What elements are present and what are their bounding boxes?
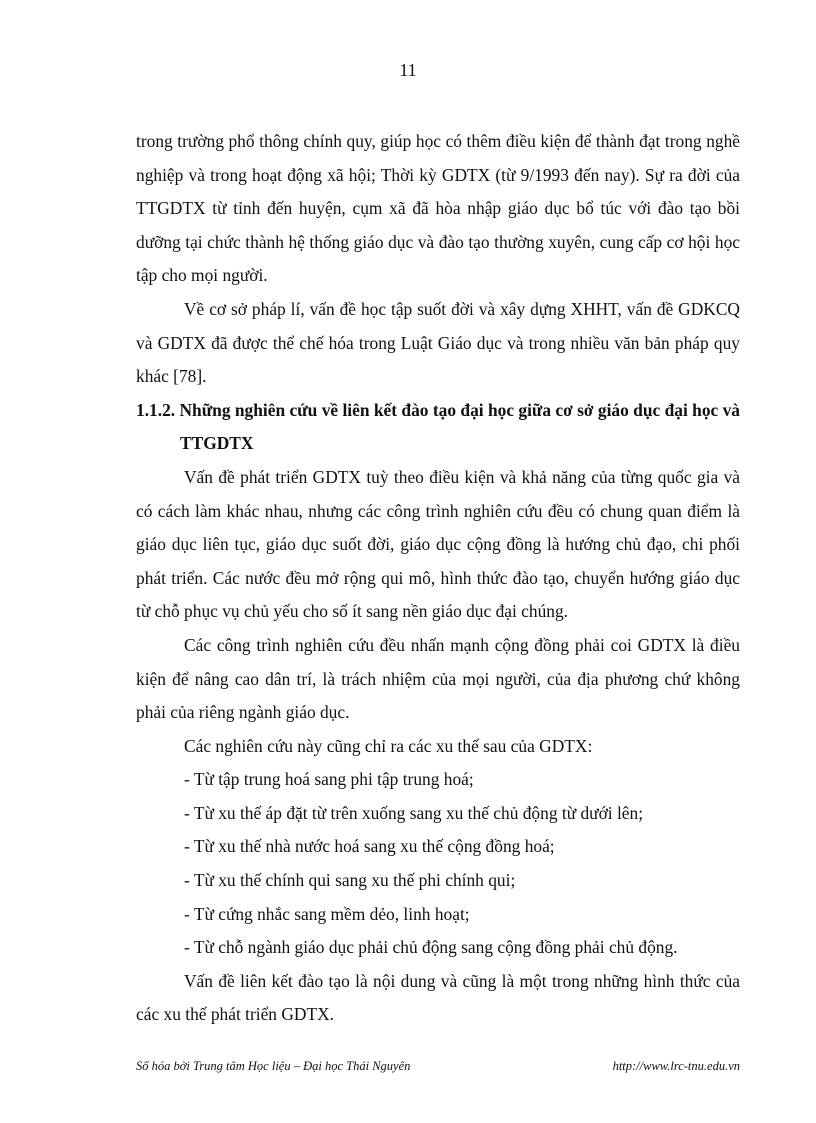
- paragraph-5: Các nghiên cứu này cũng chỉ ra các xu thế sau của GDTX:: [184, 735, 593, 756]
- list-item: - Từ xu thế nhà nước hoá sang xu thế cộng đồng hoá;: [184, 836, 555, 857]
- page-footer: [136, 1059, 740, 1074]
- paragraph-6: Vấn đề liên kết đào tạo là nội dung và cũng là một trong những hình thức của các xu thế phát triển GDTX.: [136, 970, 740, 1025]
- list-item: - Từ xu thế áp đặt từ trên xuống sang xu thế chủ động từ dưới lên;: [184, 802, 644, 823]
- paragraph-2: Về cơ sở pháp lí, vấn đề học tập suốt đời và xây dựng XHHT, vấn đề GDKCQ và GDTX đã được thể chế hóa trong Luật Giáo dục và trong nhiều văn bản pháp quy khác [78].: [136, 298, 740, 387]
- list-item: - Từ xu thế chính qui sang xu thế phi chính qui;: [184, 870, 516, 891]
- paragraph-3: Vấn đề phát triển GDTX tuỳ theo điều kiện và khả năng của từng quốc gia và có cách làm khác nhau, nhưng các công trình nghiên cứu đều có chung quan điểm là giáo dục liên tục, giáo dục suốt đời, giáo dục cộng đồng là hướng chủ đạo, chi phối phát triển. Các nước đều mở rộng qui mô, hình thức đào tạo, chuyển hướng giáo dục từ chỗ phục vụ chủ yếu cho số ít sang nền giáo dục đại chúng.: [136, 466, 740, 622]
- paragraph-4: Các công trình nghiên cứu đều nhấn mạnh cộng đồng phải coi GDTX là điều kiện để nâng cao dân trí, là trách nhiệm của mọi người, của địa phương chứ không phải của riêng ngành giáo dục.: [136, 634, 740, 723]
- list-item: - Từ tập trung hoá sang phi tập trung hoá;: [184, 769, 474, 790]
- section-heading: 1.1.2. Những nghiên cứu về liên kết đào tạo đại học giữa cơ sở giáo dục đại học và TTGDTX: [136, 399, 740, 454]
- footer-source: Số hóa bởi Trung tâm Học liệu – Đại học Thái Nguyên: [136, 1059, 411, 1073]
- list-item: - Từ chỗ ngành giáo dục phải chủ động sang cộng đồng phải chủ động.: [184, 937, 678, 958]
- list-item: - Từ cứng nhắc sang mềm dẻo, linh hoạt;: [184, 903, 470, 924]
- footer-url: http://www.lrc-tnu.edu.vn: [612, 1059, 740, 1073]
- page-number: 11: [399, 60, 417, 80]
- document-body: [136, 125, 740, 1032]
- paragraph-1: trong trường phổ thông chính quy, giúp học có thêm điều kiện để thành đạt trong nghề nghiệp và trong hoạt động xã hội; Thời kỳ GDTX (từ 9/1993 đến nay). Sự ra đời của TTGDTX từ tỉnh đến huyện, cụm xã đã hòa nhập giáo dục bổ túc với đào tạo bồi dưỡng tại chức thành hệ thống giáo dục và đào tạo thường xuyên, cung cấp cơ hội học tập cho mọi người.: [136, 131, 740, 286]
